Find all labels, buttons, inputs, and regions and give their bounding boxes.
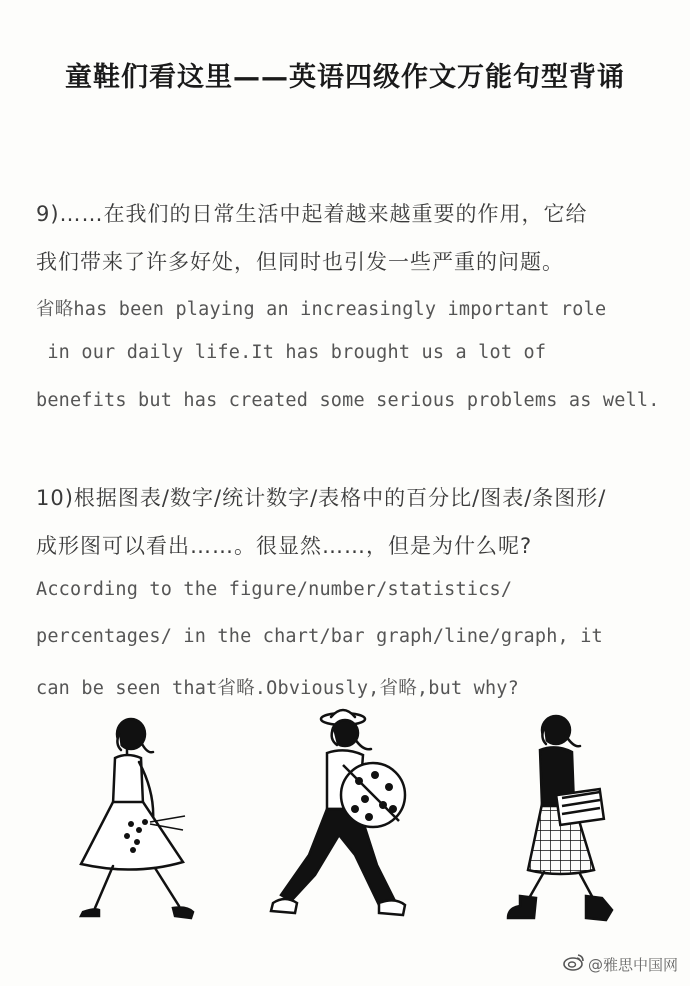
item9-chinese-line-2: 我们带来了许多好处，但同时也引发一些严重的问题。 [36,250,564,274]
item10-english-line-3: can be seen that省略.Obviously,省略,but why? [36,678,519,699]
item10-chinese-line-2: 成形图可以看出……。很显然……，但是为什么呢? [36,534,533,558]
weibo-watermark [563,953,678,976]
item9-english-line-3: benefits but has created some serious problems as well. [36,390,660,411]
page-title: 童鞋们看这里——英语四级作文万能句型背诵 [65,62,625,93]
item9-english-line-2: in our daily life.It has brought us a lot of [36,342,547,363]
item9-english-line-1: 省略has been playing an increasingly important role [36,299,607,320]
item10-chinese-line-1: 10)根据图表/数字/统计数字/表格中的百分比/图表/条图形/ [36,486,607,510]
watermark-text: @雅思中国网 [587,956,678,974]
item10-english-line-1: According to the figure/number/statistics/ [36,579,513,600]
weibo-icon [563,953,585,976]
walking-girl-with-book-illustration [470,710,640,935]
item9-chinese-line-1: 9)……在我们的日常生活中起着越来越重要的作用，它给 [36,202,588,226]
walking-girl-with-hat-illustration [255,705,425,930]
walking-girl-with-flowers-illustration [55,712,205,932]
item10-english-line-2: percentages/ in the chart/bar graph/line/graph, it [36,626,603,647]
